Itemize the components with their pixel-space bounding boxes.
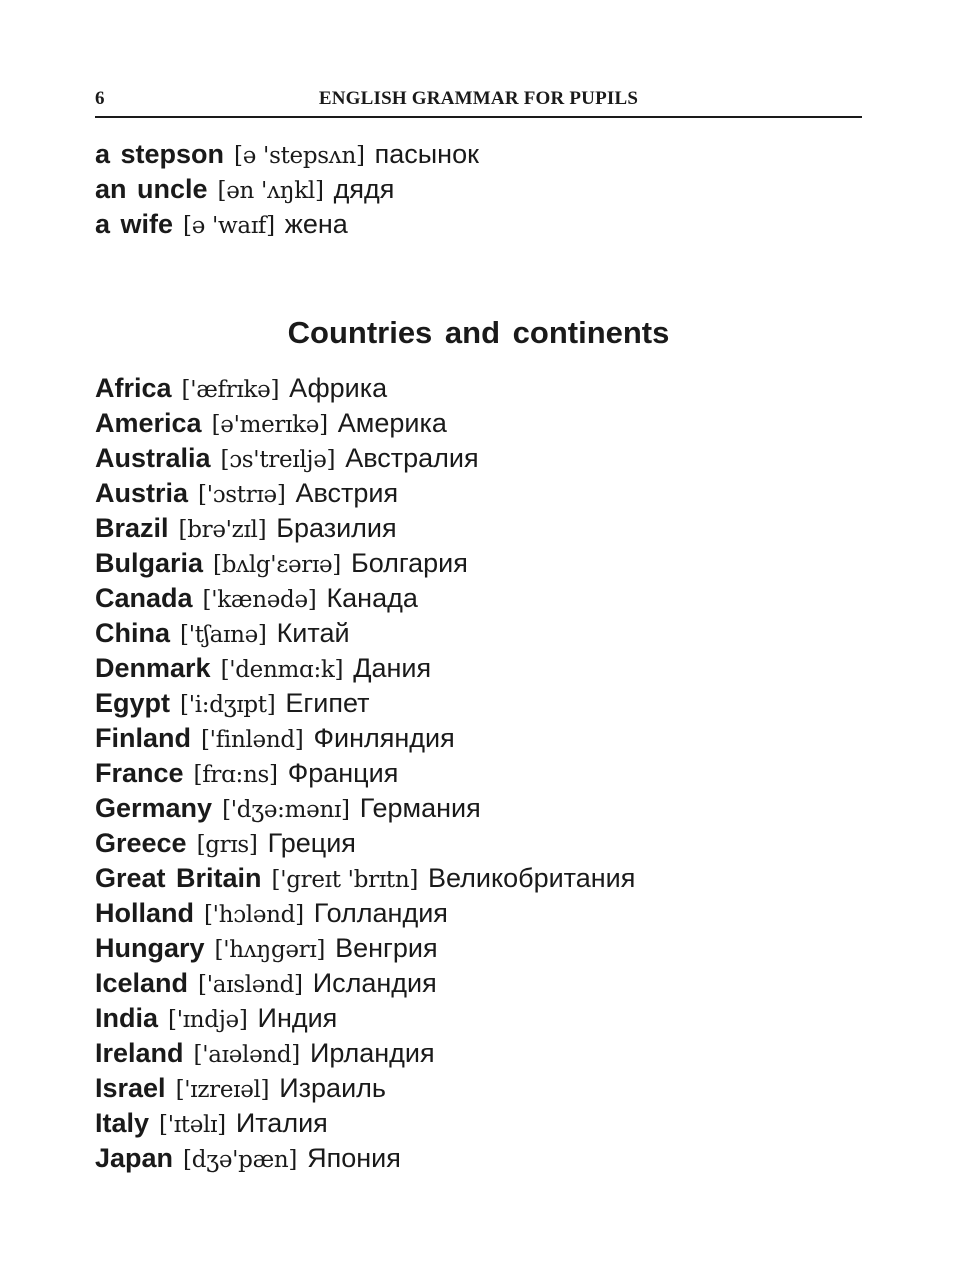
entry-word: Australia: [95, 443, 211, 473]
country-entry: [95, 721, 862, 756]
entry-translation: Бразилия: [276, 513, 397, 543]
country-entry: [95, 1106, 862, 1141]
entry-translation: дядя: [333, 174, 395, 204]
entry-transcription: ['aɪslənd]: [198, 972, 303, 998]
entry-word: a wife: [95, 209, 174, 239]
entry-translation: Венгрия: [335, 933, 438, 963]
entry-word: Egypt: [95, 688, 171, 718]
entry-word: Austria: [95, 478, 189, 508]
entry-word: Africa: [95, 373, 172, 403]
country-entry: [95, 756, 862, 791]
entry-word: Israel: [95, 1073, 166, 1103]
entry-transcription: ['hɔlənd]: [204, 902, 304, 928]
entry-transcription: [ɔs'treɪljə]: [220, 447, 336, 473]
entry-transcription: ['aɪələnd]: [193, 1042, 300, 1068]
entry-translation: Япония: [307, 1143, 401, 1173]
country-entry: [95, 896, 862, 931]
entry-word: France: [95, 758, 184, 788]
entry-word: China: [95, 618, 171, 648]
entry-word: Ireland: [95, 1038, 184, 1068]
entry-transcription: ['hʌŋgərɪ]: [214, 937, 326, 963]
entry-transcription: ['ɪtəlɪ]: [159, 1112, 226, 1138]
country-entry: [95, 371, 862, 406]
country-entry: [95, 546, 862, 581]
entry-transcription: ['kænədə]: [202, 587, 317, 613]
entry-translation: Великобритания: [428, 863, 636, 893]
country-entry: [95, 1071, 862, 1106]
entry-translation: Индия: [257, 1003, 338, 1033]
country-entry: [95, 616, 862, 651]
entry-word: Bulgaria: [95, 548, 204, 578]
page-header: [95, 86, 862, 118]
country-entry: [95, 511, 862, 546]
entry-transcription: [grɪs]: [196, 832, 258, 858]
entry-translation: Франция: [287, 758, 399, 788]
entry-word: Hungary: [95, 933, 205, 963]
entry-transcription: ['i:dʒɪpt]: [180, 692, 276, 718]
country-entry: [95, 651, 862, 686]
running-title: ENGLISH GRAMMAR FOR PUPILS: [318, 88, 639, 109]
family-word-list: [95, 137, 862, 242]
country-entry: [95, 686, 862, 721]
entry-translation: Канада: [326, 583, 418, 613]
country-entry: [95, 406, 862, 441]
entry-word: Brazil: [95, 513, 169, 543]
entry-word: Holland: [95, 898, 194, 928]
entry-translation: Египет: [285, 688, 370, 718]
section-heading: Countries and continents: [287, 315, 670, 350]
entry-transcription: [ə 'waɪf]: [183, 213, 275, 239]
entry-transcription: ['dʒə:mənɪ]: [222, 797, 350, 823]
entry-transcription: [brə'zɪl]: [178, 517, 267, 543]
entry-word: Great Britain: [95, 863, 262, 893]
entry-transcription: ['ɪzreɪəl]: [175, 1077, 270, 1103]
vocabulary-entry: [95, 172, 862, 207]
entry-transcription: ['æfrɪkə]: [181, 377, 280, 403]
entry-word: Greece: [95, 828, 187, 858]
entry-transcription: [ə 'stepsʌn]: [234, 143, 365, 169]
entry-translation: Дания: [353, 653, 432, 683]
entry-translation: жена: [284, 209, 348, 239]
page-number: 6: [95, 88, 105, 109]
entry-word: an uncle: [95, 174, 208, 204]
entry-word: a stepson: [95, 139, 225, 169]
entry-transcription: [ən 'ʌŋkl]: [217, 178, 324, 204]
entry-translation: Африка: [289, 373, 388, 403]
country-entry: [95, 1141, 862, 1176]
entry-translation: Греция: [267, 828, 356, 858]
entry-translation: Италия: [235, 1108, 328, 1138]
vocabulary-entry: [95, 137, 862, 172]
entry-transcription: [bʌlg'ɛərɪə]: [213, 552, 341, 578]
entry-translation: Германия: [359, 793, 481, 823]
entry-transcription: [dʒə'pæn]: [183, 1147, 298, 1173]
country-entry: [95, 966, 862, 1001]
entry-transcription: ['denmɑ:k]: [220, 657, 344, 683]
entry-translation: Израиль: [279, 1073, 386, 1103]
entry-translation: Финляндия: [313, 723, 455, 753]
entry-transcription: [ə'merɪkə]: [211, 412, 328, 438]
vocabulary-entry: [95, 207, 862, 242]
country-word-list: [95, 371, 862, 1176]
entry-translation: Исландия: [312, 968, 437, 998]
entry-transcription: ['finlənd]: [201, 727, 304, 753]
entry-translation: Австрия: [295, 478, 399, 508]
entry-transcription: ['ɪndjə]: [168, 1007, 248, 1033]
country-entry: [95, 931, 862, 966]
entry-translation: Австралия: [345, 443, 479, 473]
entry-transcription: ['tʃaɪnə]: [180, 622, 267, 648]
entry-word: Canada: [95, 583, 193, 613]
entry-word: Denmark: [95, 653, 211, 683]
country-entry: [95, 861, 862, 896]
entry-word: Germany: [95, 793, 213, 823]
country-entry: [95, 826, 862, 861]
entry-translation: Болгария: [351, 548, 468, 578]
entry-transcription: ['greɪt 'brɪtn]: [271, 867, 419, 893]
entry-word: Iceland: [95, 968, 189, 998]
country-entry: [95, 1036, 862, 1071]
entry-transcription: ['ɔstrɪə]: [198, 482, 286, 508]
country-entry: [95, 476, 862, 511]
entry-word: Finland: [95, 723, 191, 753]
country-entry: [95, 581, 862, 616]
entry-translation: Китай: [276, 618, 350, 648]
entry-translation: Голландия: [313, 898, 448, 928]
entry-word: Italy: [95, 1108, 150, 1138]
entry-transcription: [frɑ:ns]: [193, 762, 278, 788]
country-entry: [95, 791, 862, 826]
country-entry: [95, 441, 862, 476]
entry-translation: пасынок: [374, 139, 479, 169]
entry-word: India: [95, 1003, 159, 1033]
entry-translation: Америка: [337, 408, 447, 438]
entry-word: America: [95, 408, 202, 438]
country-entry: [95, 1001, 862, 1036]
entry-word: Japan: [95, 1143, 174, 1173]
entry-translation: Ирландия: [309, 1038, 435, 1068]
